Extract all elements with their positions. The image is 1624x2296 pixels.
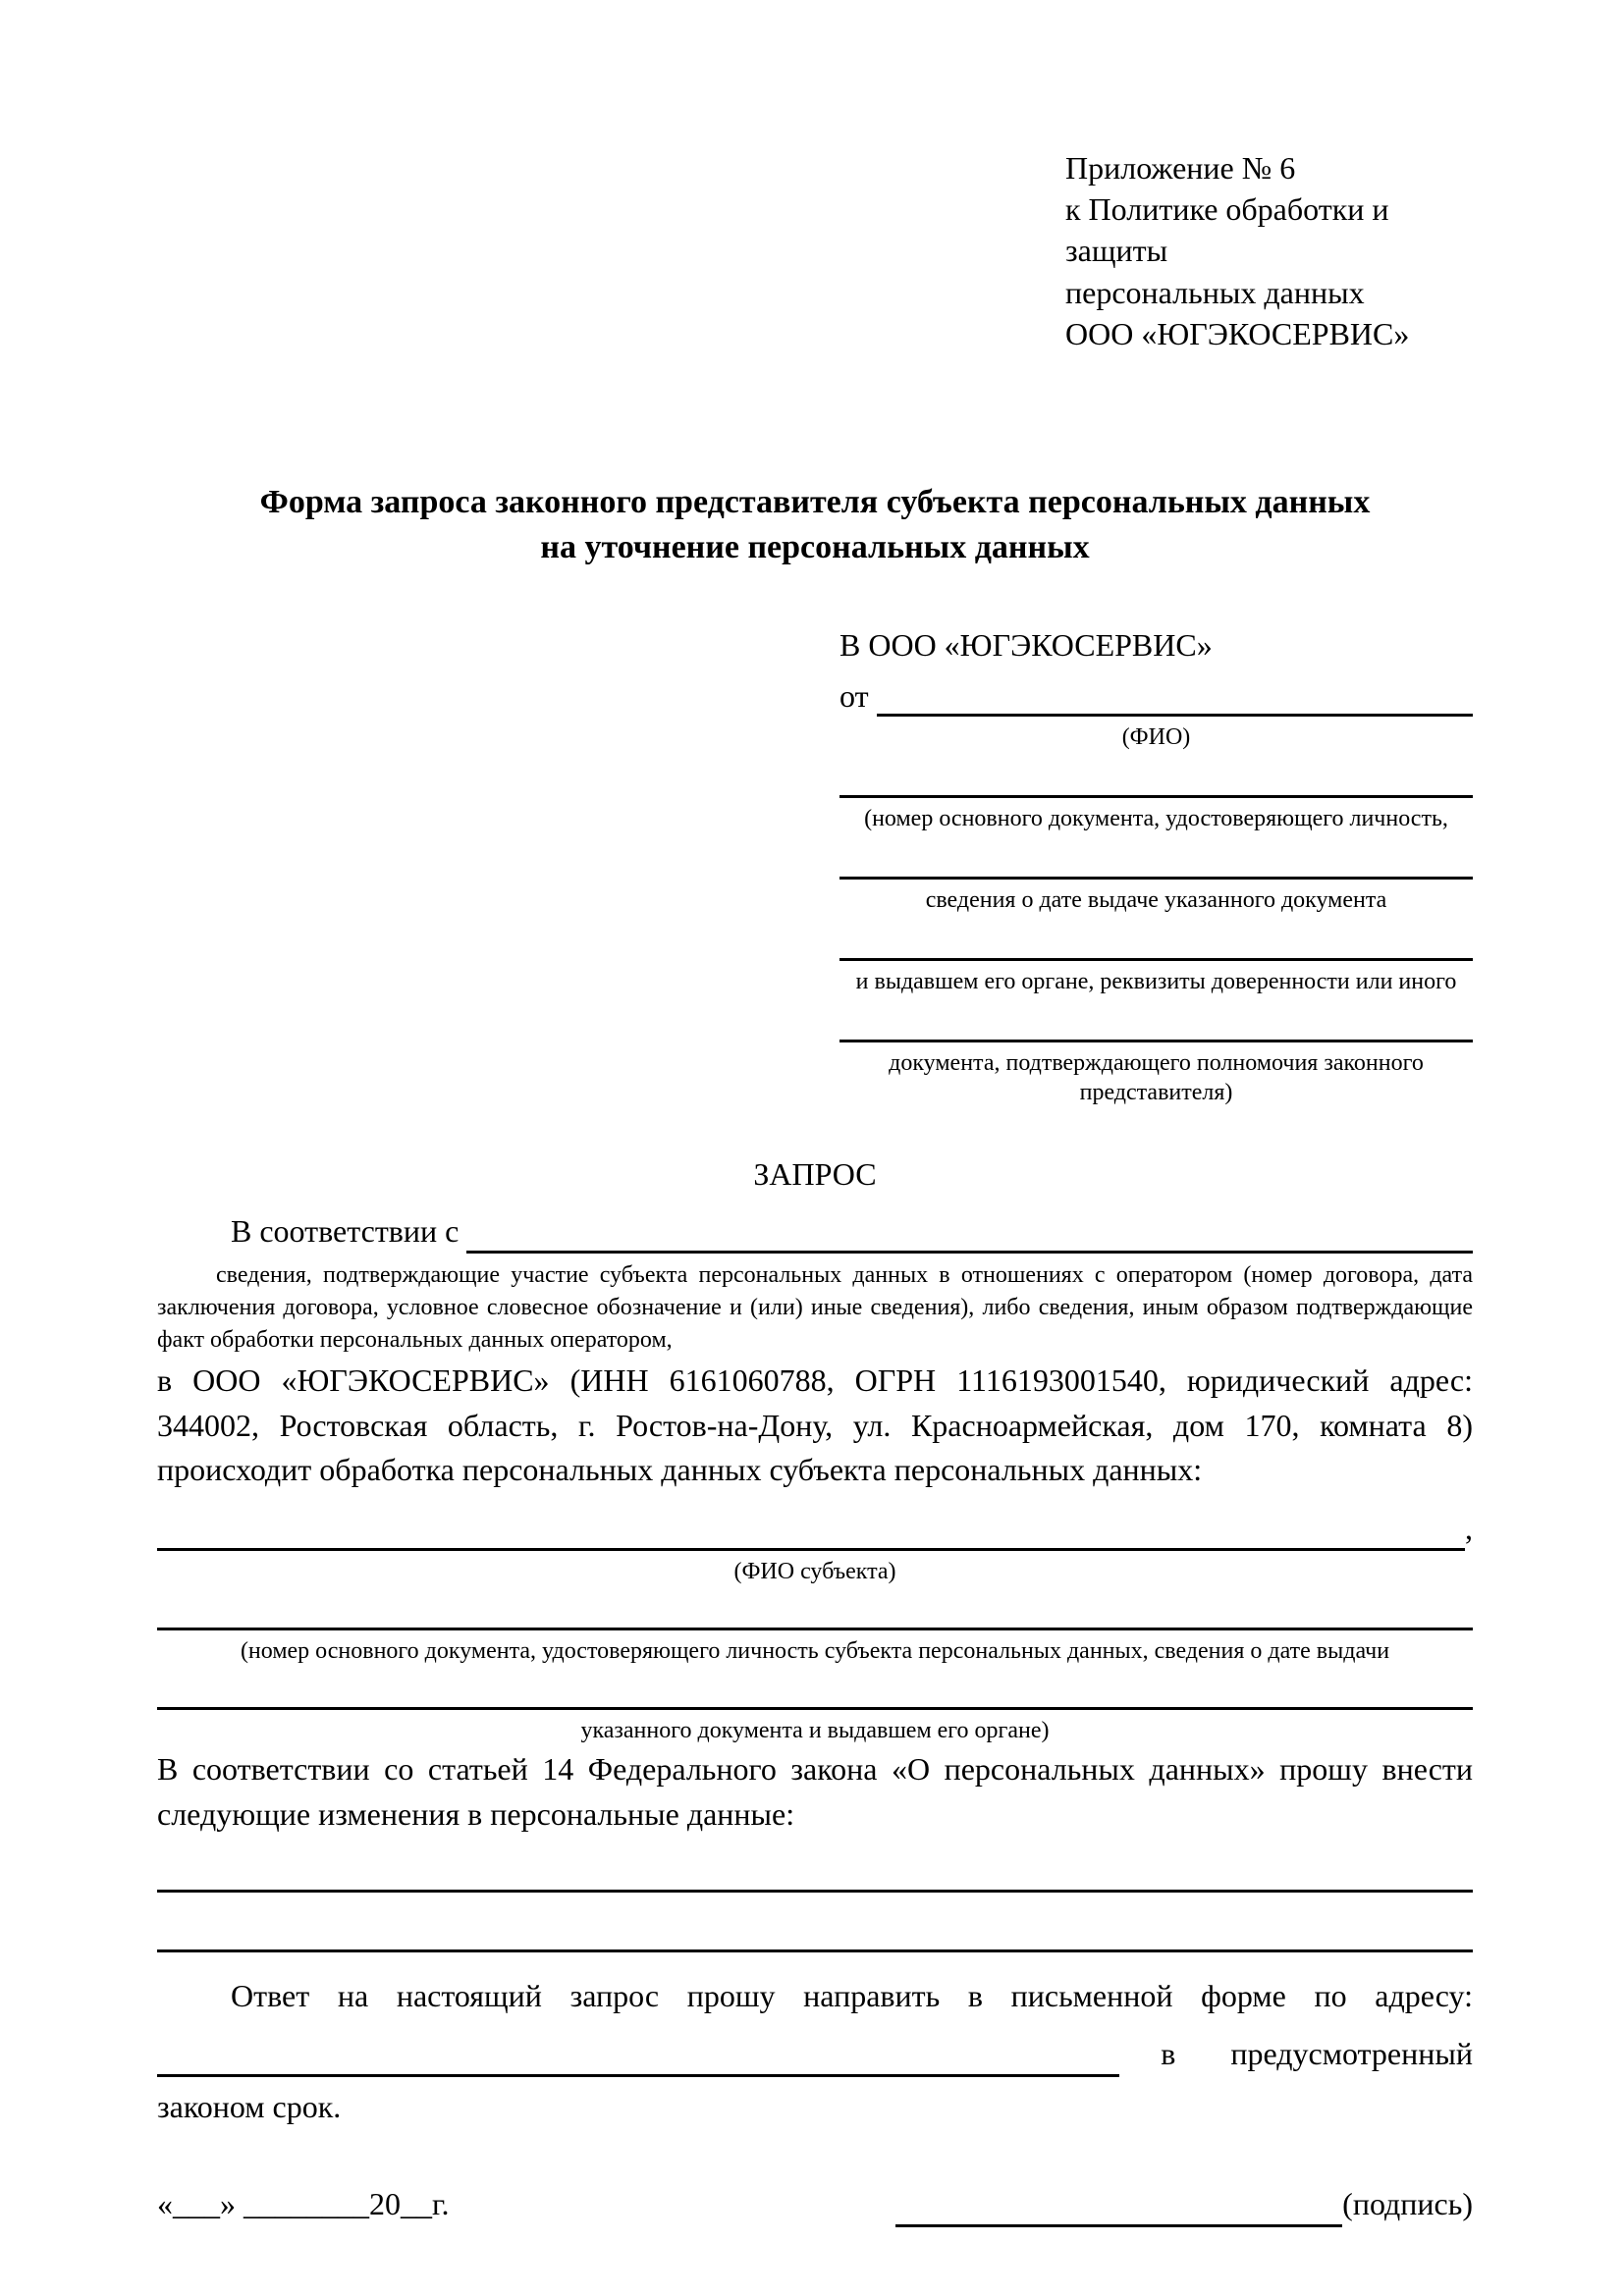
answer-paragraph-tail: законом срок. <box>157 2088 342 2124</box>
accordance-prefix: В соответствии с <box>231 1212 460 1249</box>
issue-date-blank-line <box>839 877 1473 880</box>
caption-authority-doc: документа, подтверждающего полномочия законного представителя) <box>889 1050 1424 1106</box>
accordance-row <box>157 1209 1473 1254</box>
doc-number-blank-line <box>839 795 1473 798</box>
answer-paragraph-suffix: в предусмотренный <box>1161 2036 1473 2072</box>
address-blank-line <box>157 2074 1119 2077</box>
trailing-comma: , <box>1465 1510 1473 1546</box>
appendix-header <box>1065 147 1473 354</box>
subject-name-blank-line <box>157 1548 1465 1551</box>
from-label: от <box>839 677 869 714</box>
accordance-blank-line <box>466 1251 1473 1254</box>
fine-print-note: сведения, подтверждающие участие субъекта персональных данных в отношениях с оператором (номер договора, дата заключения договора, условное словесное обозначение и (или) иные сведения), либо сведения, иным образом подтверждающие факт обработки персональных данных оператором, <box>157 1262 1473 1354</box>
appendix-line-4: ООО «ЮГЭКОСЕРВИС» <box>1065 315 1410 351</box>
caption-issue-date: сведения о дате выдаче указанного документа <box>925 887 1387 914</box>
title-line-1: Форма запроса законного представителя субъекта персональных данных <box>259 484 1371 521</box>
appendix-line-2: к Политике обработки и защиты <box>1065 191 1389 269</box>
date-line: «___» ________20__г. <box>157 2186 450 2222</box>
appendix-line-1: Приложение № 6 <box>1065 150 1296 186</box>
addressee-to: В ООО «ЮГЭКОСЕРВИС» <box>839 626 1213 663</box>
addressee-block <box>839 625 1473 1107</box>
article-14-paragraph: В соответствии со статьей 14 Федерального закона «О персональных данных» прошу внести следующие изменения в персональные данные: <box>157 1751 1473 1832</box>
caption-subject-name: (ФИО субъекта) <box>733 1559 896 1585</box>
subject-doc-blank-line-1 <box>157 1628 1473 1630</box>
title-line-2: на уточнение персональных данных <box>540 529 1090 566</box>
caption-subject-doc-1: (номер основного документа, удостоверяющего личность субъекта персональных данных, сведения о дате выдачи <box>240 1638 1390 1665</box>
changes-blank-line-1 <box>157 1890 1473 1893</box>
fio-blank-line <box>877 714 1473 717</box>
caption-fio: (ФИО) <box>1121 724 1191 751</box>
answer-paragraph-line-1: Ответ на настоящий запрос прошу направить в письменной форме по адресу: <box>231 1977 1473 2013</box>
caption-doc-number: (номер основного документа, удостоверяющего личность, <box>864 806 1448 832</box>
caption-issuing-authority: и выдавшем его органе, реквизиты доверенности или иного <box>855 969 1457 995</box>
document-title <box>157 480 1473 570</box>
changes-blank-line-2 <box>157 1949 1473 1952</box>
caption-subject-doc-2: указанного документа и выдавшем его органе) <box>580 1718 1050 1744</box>
issuing-authority-blank-line <box>839 958 1473 961</box>
request-heading: ЗАПРОС <box>753 1156 877 1193</box>
answer-paragraph-line-2 <box>157 2032 1473 2076</box>
footer-row <box>157 2182 1473 2226</box>
from-row <box>839 676 1473 718</box>
appendix-line-3: персональных данных <box>1065 274 1365 310</box>
signature-blank-line <box>895 2224 1342 2227</box>
operator-paragraph: в ООО «ЮГЭКОСЕРВИС» (ИНН 6161060788, ОГРН 1116193001540, юридический адрес: 344002, Ростовская область, г. Ростов-на-Дону, ул. Красноармейская, дом 170, комната 8) происходит обработка персональных данных субъекта персональных данных: <box>157 1362 1473 1488</box>
signature-group <box>895 2182 1473 2226</box>
authority-doc-blank-line <box>839 1040 1473 1042</box>
subject-name-row <box>157 1507 1473 1551</box>
signature-caption: (подпись) <box>1342 2186 1473 2222</box>
subject-doc-blank-line-2 <box>157 1707 1473 1710</box>
